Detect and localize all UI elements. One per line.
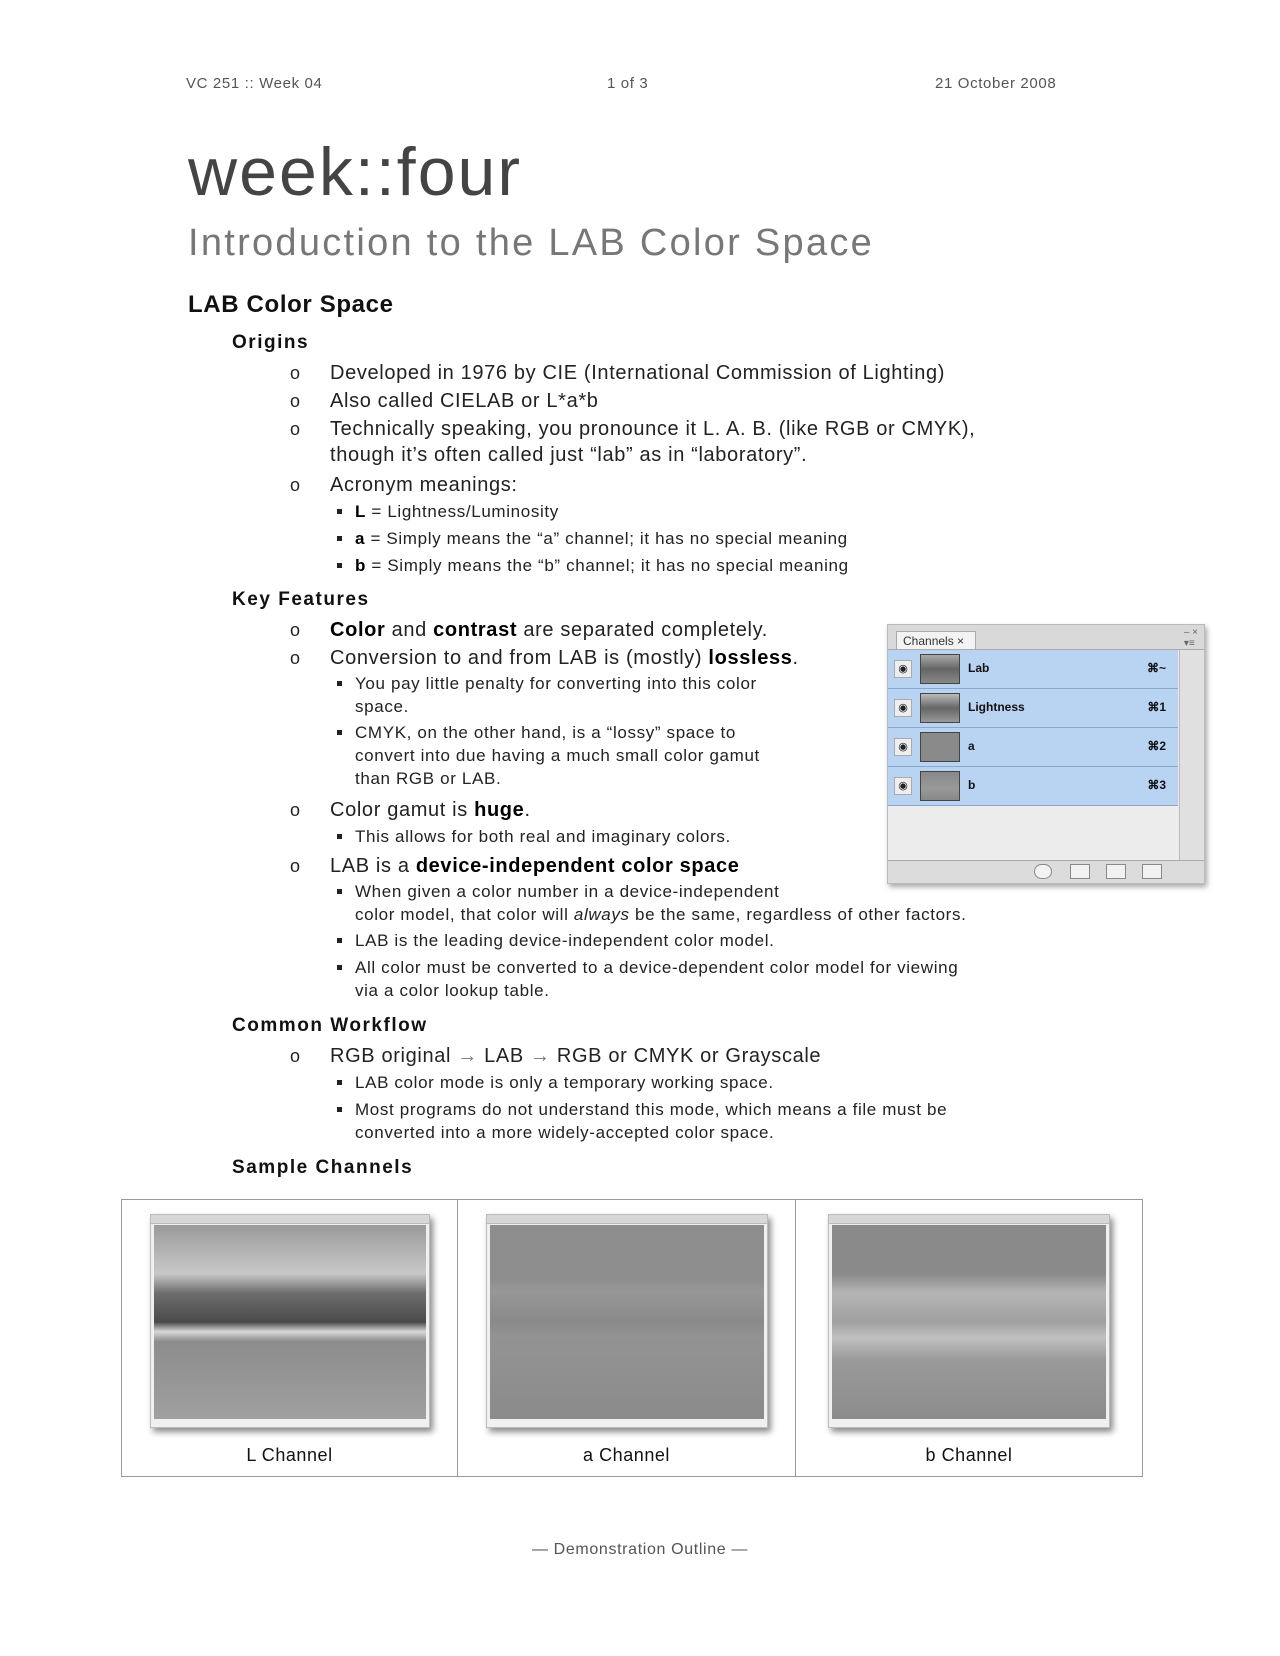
channel-name: Lab xyxy=(968,661,990,675)
key-features-heading: Key Features xyxy=(232,589,370,610)
eye-icon[interactable]: ◉ xyxy=(894,699,912,717)
panel-menu-icon[interactable]: – × ▾≡ xyxy=(1183,627,1198,649)
sample-channels-table xyxy=(121,1199,1143,1477)
header-course: VC 251 :: Week 04 xyxy=(186,75,323,92)
channels-tab-bar xyxy=(888,625,1204,650)
channel-row-lab[interactable] xyxy=(888,650,1178,689)
channel-name: Lightness xyxy=(968,700,1025,714)
channel-row-lightness[interactable] xyxy=(888,689,1178,728)
channel-shortcut: ⌘2 xyxy=(1147,739,1166,753)
channels-panel xyxy=(887,624,1205,884)
arrow-icon: → xyxy=(457,1045,478,1067)
channel-thumbnail xyxy=(920,654,960,684)
channel-name: a xyxy=(968,739,975,753)
l-channel-image xyxy=(154,1225,426,1419)
channel-shortcut: ⌘3 xyxy=(1147,778,1166,792)
header-date: 21 October 2008 xyxy=(935,75,1057,92)
channel-name: b xyxy=(968,778,976,792)
channels-footer xyxy=(888,860,1204,883)
channel-row-b[interactable] xyxy=(888,767,1178,806)
panel-scrollbar[interactable] xyxy=(1179,650,1204,860)
channel-thumbnail xyxy=(920,732,960,762)
page-subtitle: Introduction to the LAB Color Space xyxy=(188,222,875,264)
sample-cell-l xyxy=(122,1200,458,1476)
b-channel-image xyxy=(832,1225,1106,1419)
trash-icon[interactable] xyxy=(1142,864,1162,879)
caption-b-channel: b Channel xyxy=(925,1445,1013,1465)
a-channel-window xyxy=(486,1214,768,1428)
channel-shortcut: ⌘~ xyxy=(1146,661,1166,675)
channel-thumbnail xyxy=(920,771,960,801)
new-channel-icon[interactable] xyxy=(1106,864,1126,879)
caption-a-channel: a Channel xyxy=(583,1445,670,1465)
header-page-number: 1 of 3 xyxy=(607,75,649,92)
sample-channels-heading: Sample Channels xyxy=(232,1157,414,1178)
save-selection-icon[interactable] xyxy=(1070,864,1090,879)
eye-icon[interactable]: ◉ xyxy=(894,777,912,795)
origins-heading: Origins xyxy=(232,332,310,353)
workflow-heading: Common Workflow xyxy=(232,1015,428,1036)
arrow-icon: → xyxy=(530,1045,551,1067)
channels-tab[interactable]: Channels × xyxy=(896,631,976,649)
channel-row-a[interactable] xyxy=(888,728,1178,767)
eye-icon[interactable]: ◉ xyxy=(894,738,912,756)
caption-l-channel: L Channel xyxy=(246,1445,333,1465)
section-title: LAB Color Space xyxy=(188,291,394,318)
eye-icon[interactable]: ◉ xyxy=(894,660,912,678)
a-channel-image xyxy=(490,1225,764,1419)
channel-shortcut: ⌘1 xyxy=(1147,700,1166,714)
sample-cell-a xyxy=(458,1200,796,1476)
page-title: week::four xyxy=(188,134,523,210)
b-channel-window xyxy=(828,1214,1110,1428)
channel-thumbnail xyxy=(920,693,960,723)
sample-cell-b xyxy=(796,1200,1142,1476)
page-footer: — Demonstration Outline — xyxy=(531,1541,749,1558)
l-channel-window xyxy=(150,1214,430,1428)
load-selection-icon[interactable] xyxy=(1034,864,1052,879)
